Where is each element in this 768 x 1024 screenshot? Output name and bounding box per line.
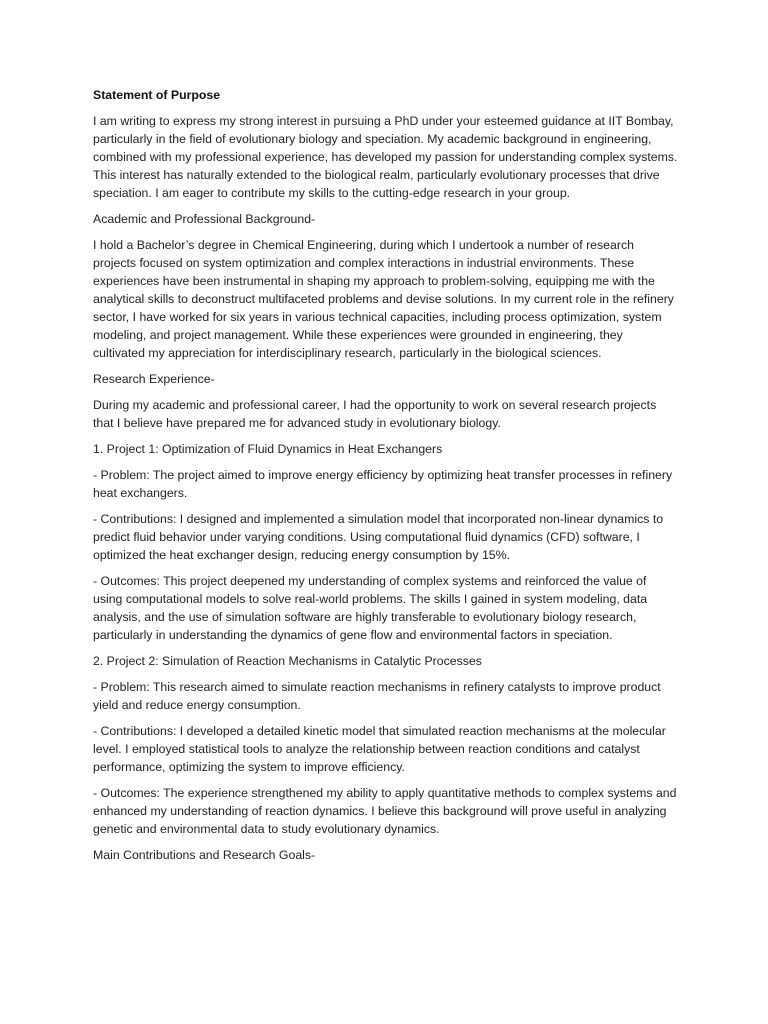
project-2-contributions: - Contributions: I developed a detailed kinetic model that simulated reaction mechanisms at the molecular level. I employed statistical tools to analyze the relationship between reaction conditions and catalyst performance, optimizing the system to improve efficiency. <box>93 724 666 774</box>
research-heading: Research Experience- <box>93 372 215 386</box>
project-1-outcomes: - Outcomes: This project deepened my understanding of complex systems and reinforced the value of using computational models to solve real-world problems. The skills I gained in system modeling, data analysis, and the use of simulation software are highly transferable to evolutionary biology research, particularly in understanding the dynamics of gene flow and environmental factors in speciation. <box>93 574 648 642</box>
project-2-outcomes: - Outcomes: The experience strengthened my ability to apply quantitative methods to complex systems and enhanced my understanding of reaction dynamics. I believe this background will prove useful in analyzing genetic and environmental data to study evolutionary dynamics. <box>93 786 677 836</box>
project-1-problem: - Problem: The project aimed to improve energy efficiency by optimizing heat transfer processes in refinery heat exchangers. <box>93 468 673 500</box>
research-intro-paragraph: During my academic and professional career, I had the opportunity to work on several research projects that I believe have prepared me for advanced study in evolutionary biology. <box>93 398 657 430</box>
document-title: Statement of Purpose <box>93 88 221 102</box>
intro-paragraph: I am writing to express my strong interest in pursuing a PhD under your esteemed guidance at IIT Bombay, particularly in the field of evolutionary biology and speciation. My academic background in engineering, combined with my professional experience, has developed my passion for understanding complex systems. This interest has naturally extended to the biological realm, particularly evolutionary processes that drive speciation. I am eager to contribute my skills to the cutting-edge research in your group. <box>93 114 678 200</box>
project-1-title: 1. Project 1: Optimization of Fluid Dynamics in Heat Exchangers <box>93 442 443 456</box>
project-1-contributions: - Contributions: I designed and implemented a simulation model that incorporated non-linear dynamics to predict fluid behavior under varying conditions. Using computational fluid dynamics (CFD) software, I optimized the heat exchanger design, reducing energy consumption by 15%. <box>93 512 664 562</box>
project-2-problem: - Problem: This research aimed to simulate reaction mechanisms in refinery catalysts to improve product yield and reduce energy consumption. <box>93 680 661 712</box>
background-heading: Academic and Professional Background- <box>93 212 316 226</box>
project-2-title: 2. Project 2: Simulation of Reaction Mechanisms in Catalytic Processes <box>93 654 482 668</box>
background-paragraph: I hold a Bachelor’s degree in Chemical Engineering, during which I undertook a number of research projects focused on system optimization and complex interactions in industrial environments. These experiences have been instrumental in shaping my approach to problem-solving, equipping me with the analytical skills to deconstruct multifaceted problems and devise solutions. In my current role in the refinery sector, I have worked for six years in various technical capacities, including process optimization, system modeling, and project management. While these experiences were grounded in engineering, they cultivated my appreciation for interdisciplinary research, particularly in the biological sciences. <box>93 238 674 360</box>
goals-heading: Main Contributions and Research Goals- <box>93 848 316 862</box>
